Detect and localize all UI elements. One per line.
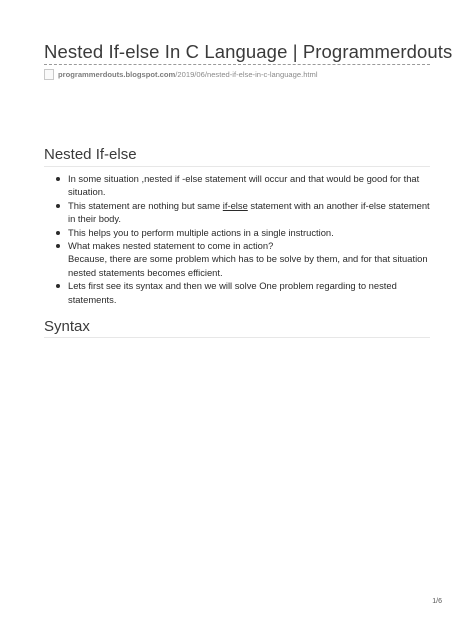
section-heading-nested-if-else: Nested If-else [44,146,137,163]
bullet-list [52,172,432,306]
list-item [52,239,432,279]
bullet-icon [56,177,60,181]
list-item-text: statement with an another if-else statement in their body. [68,199,430,225]
bullet-icon [56,244,60,248]
list-item-text: In some situation ,nested if -else statement will occur and that would be good for that situation. [68,173,420,198]
bullet-icon [56,204,60,208]
if-else-link[interactable]: if-else [222,199,248,211]
section-divider [44,166,430,167]
list-item-text: Lets first see its syntax and then we will solve One problem regarding to nested statements. [68,280,397,305]
section-divider [44,337,430,338]
bullet-icon [56,231,60,235]
page-number: 1/6 [432,598,442,605]
source-domain-link[interactable]: programmerdouts.blogspot.com [58,69,176,79]
list-item-text: This helps you to perform multiple actions in a single instruction. [68,226,334,238]
section-heading-syntax: Syntax [44,318,90,335]
bullet-icon [56,284,60,288]
page-favicon-icon [44,69,54,80]
title-divider [44,64,430,65]
source-line [44,67,318,81]
source-path-link[interactable]: /2019/06/nested-if-else-in-c-language.html [175,69,318,79]
list-item-continuation: Because, there are some problem which has to be solve by them, and for that situation nested statements becomes efficient. [68,253,428,278]
list-item [52,172,432,199]
list-item-text: This statement are nothing but same [68,199,223,211]
list-item [52,279,432,306]
list-item-text: What makes nested statement to come in action? [68,240,274,252]
list-item [52,226,432,239]
list-item [52,199,432,226]
page-title: Nested If-else In C Language | Programmerdouts [44,41,453,62]
